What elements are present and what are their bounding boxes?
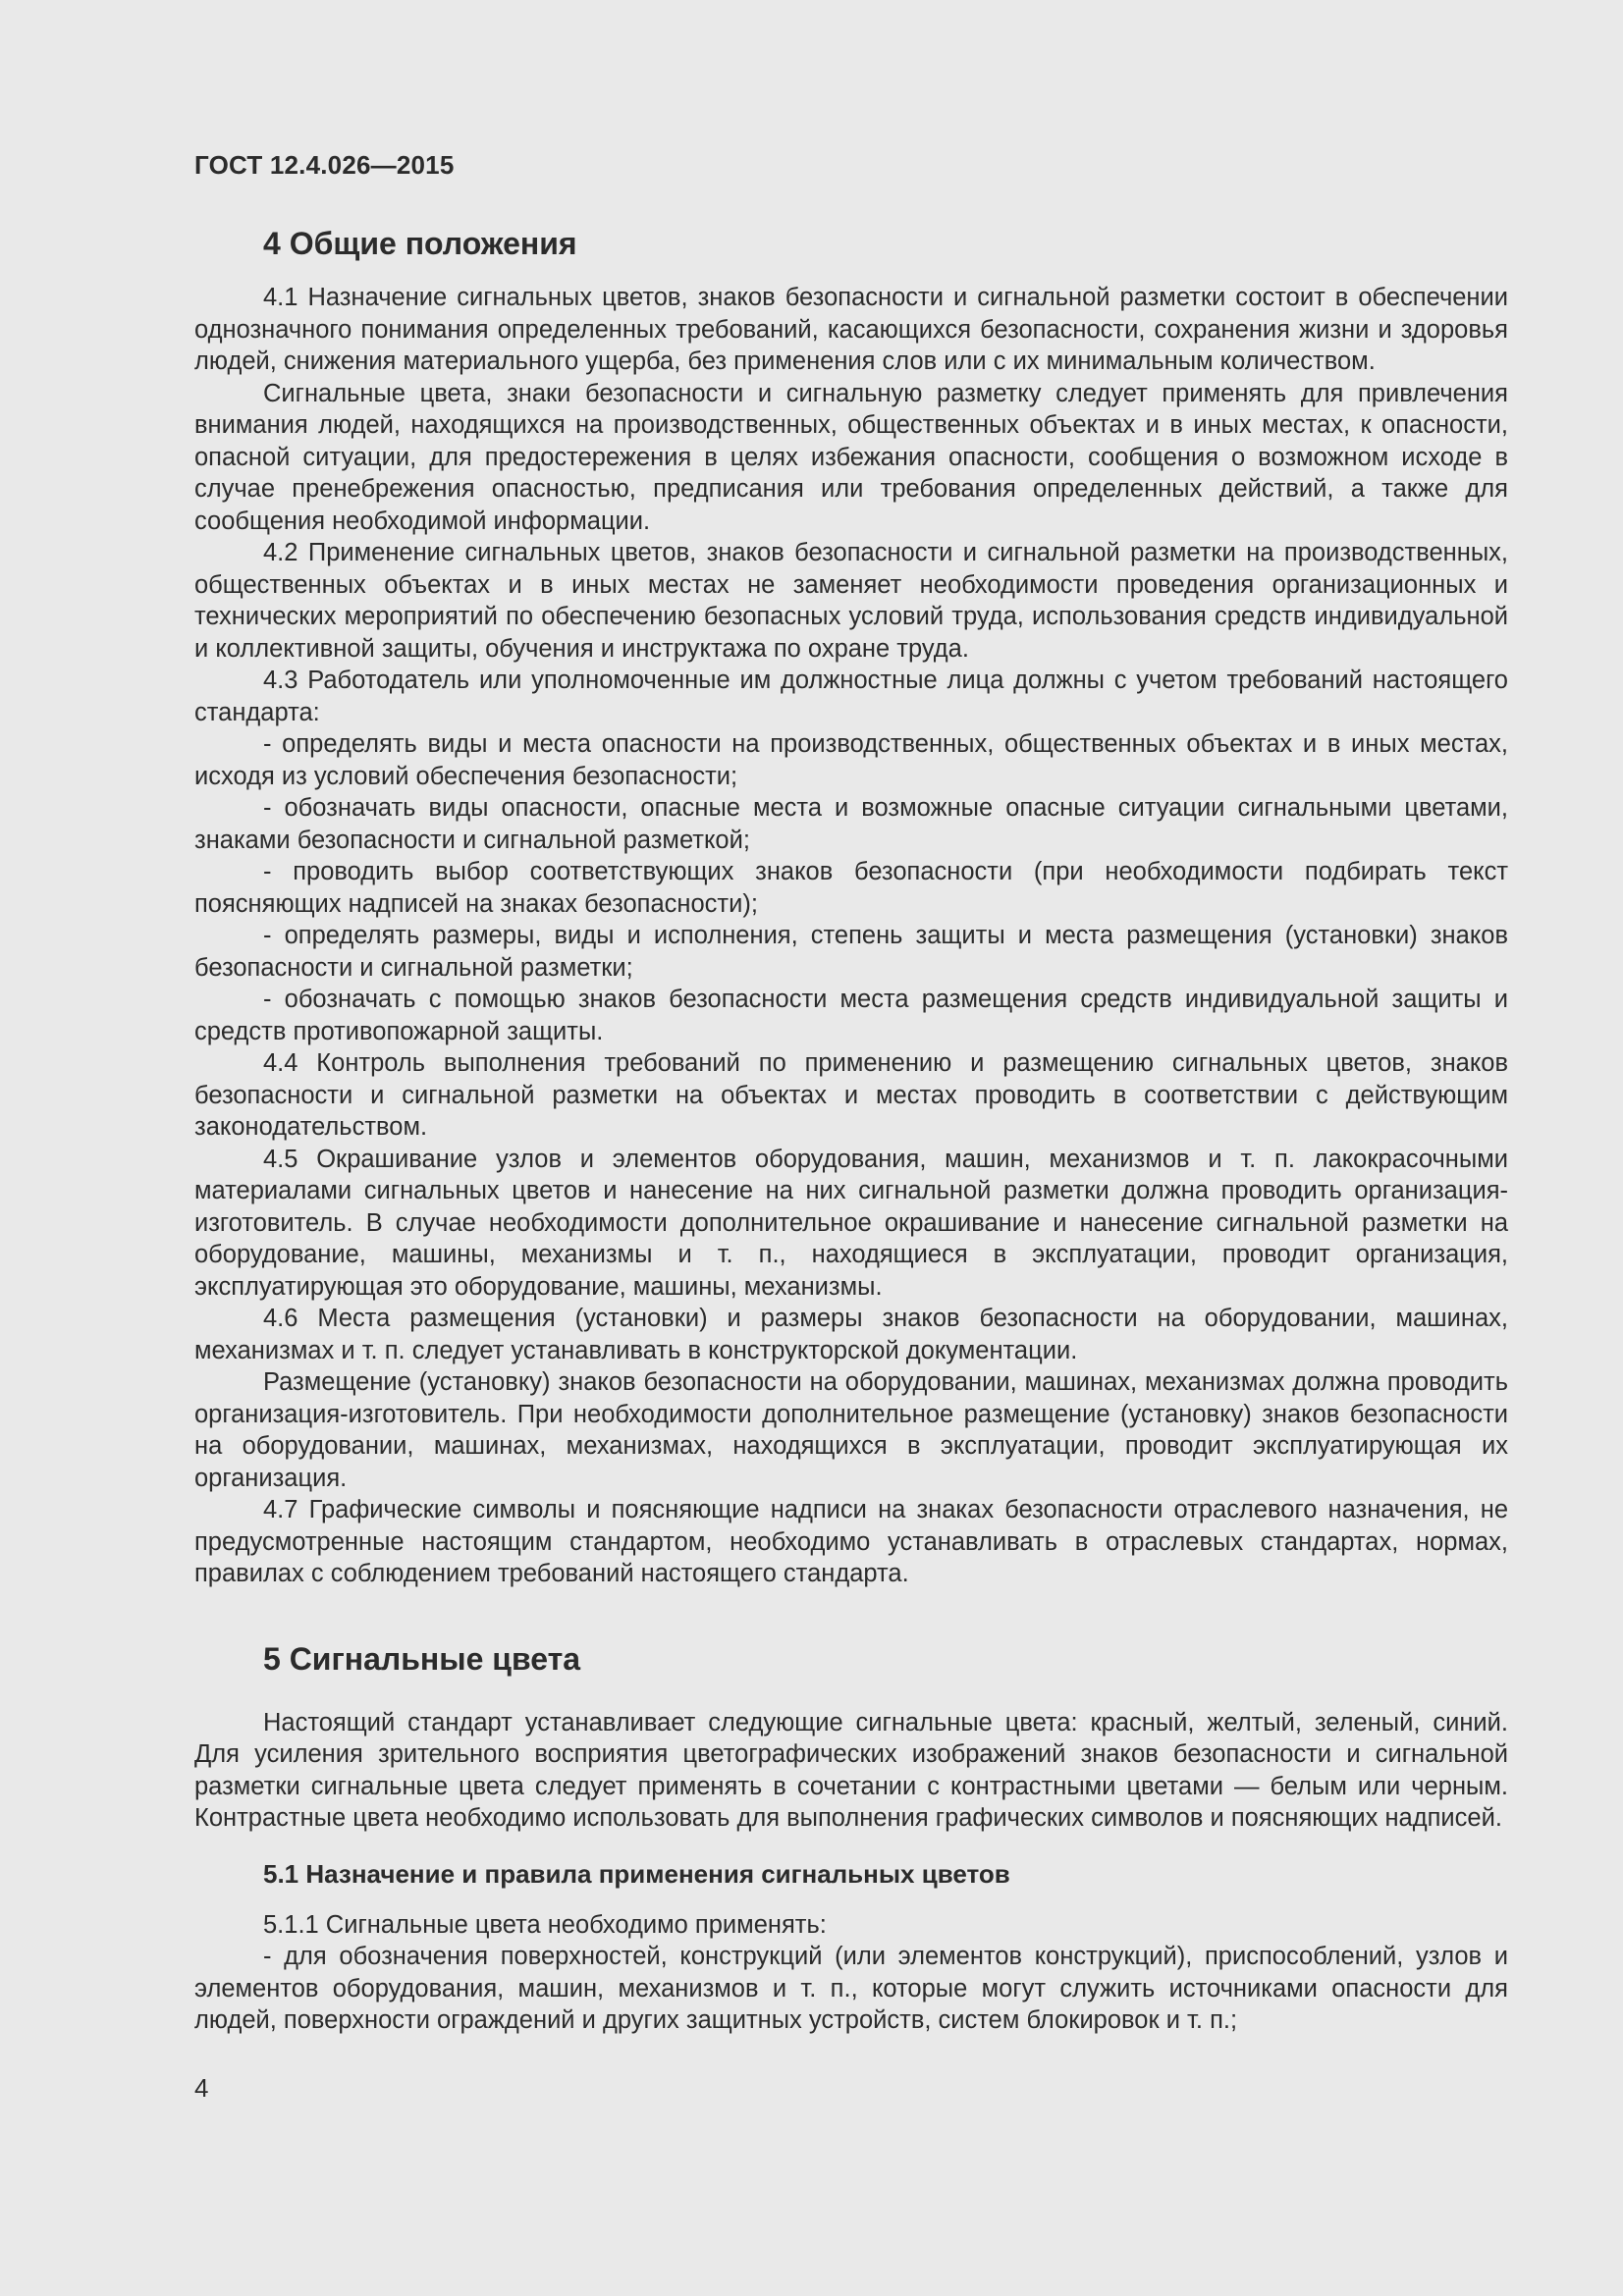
paragraph-4-4: 4.4 Контроль выполнения требований по применению и размещению сигнальных цветов, знаков безопасности и сигнальной разметки на объектах и местах проводить в соответствии с действующим законодательством. <box>194 1049 1508 1141</box>
paragraph-4-6: 4.6 Места размещения (установки) и размеры знаков безопасности на оборудовании, машинах, механизмах и т. п. следует устанавливать в конструкторской документации. <box>194 1305 1508 1364</box>
list-item: - проводить выбор соответствующих знаков безопасности (при необходимости подбирать текст поясняющих надписей на знаках безопасности); <box>194 858 1508 918</box>
list-item: - определять виды и места опасности на производственных, общественных объектах и в иных местах, исходя из условий обеспечения безопасности; <box>194 730 1508 790</box>
list-item: - определять размеры, виды и исполнения, степень защиты и места размещения (установки) знаков безопасности и сигнальной разметки; <box>194 922 1508 982</box>
list-item: - обозначать виды опасности, опасные места и возможные опасные ситуации сигнальными цветами, знаками безопасности и сигнальной разметкой; <box>194 794 1508 854</box>
paragraph-4-1: 4.1 Назначение сигнальных цветов, знаков безопасности и сигнальной разметки состоит в обеспечении однозначного понимания определенных требований, касающихся безопасности, сохранения жизни и здоровья людей, снижения материального ущерба, без применения слов или с их минимальным количеством. <box>194 284 1508 375</box>
paragraph-4-2: 4.2 Применение сигнальных цветов, знаков безопасности и сигнальной разметки на производственных, общественных объектах и в иных местах не заменяет необходимости проведения организационных и технических мероприятий по обеспечению безопасных условий труда, использования средств индивидуальной и коллективной защиты, обучения и инструктажа по охране труда. <box>194 539 1508 663</box>
paragraph-4-3: 4.3 Работодатель или уполномоченные им должностные лица должны с учетом требований настоящего стандарта: <box>194 667 1508 726</box>
list-item: - обозначать с помощью знаков безопасности места размещения средств индивидуальной защиты и средств противопожарной защиты. <box>194 986 1508 1045</box>
section-4-title: 4 Общие положения <box>263 226 577 261</box>
paragraph-4-1-cont: Сигнальные цвета, знаки безопасности и сигнальную разметку следует применять для привлечения внимания людей, находящихся на производственных, общественных объектах и в иных местах, к опасности, опасной ситуации, для предостережения в целях избежания опасности, сообщения о возможном исходе в случае пренебрежения опасностью, предписания или требования определенных действий, а также для сообщения необходимой информации. <box>194 379 1508 535</box>
section-5-intro: Настоящий стандарт устанавливает следующие сигнальные цвета: красный, желтый, зеленый, синий. Для усиления зрительного восприятия цветографических изображений знаков безопасности и сигнальной разметки сигнальные цвета следует применять в сочетании с контрастными цветами — белым или черным. Контрастные цвета необходимо использовать для выполнения графических символов и поясняющих надписей. <box>194 1708 1508 1832</box>
page-number: 4 <box>194 2073 209 2103</box>
paragraph-5-1-1: 5.1.1 Сигнальные цвета необходимо применять: <box>263 1910 827 1939</box>
document-body <box>194 219 1508 2037</box>
list-item: - для обозначения поверхностей, конструкций (или элементов конструкций), приспособлений, узлов и элементов оборудования, машин, механизмов и т. п., которые могут служить источниками опасности для людей, поверхности ограждений и других защитных устройств, систем блокировок и т. п.; <box>194 1943 1508 2034</box>
paragraph-4-7: 4.7 Графические символы и поясняющие надписи на знаках безопасности отраслевого назначения, не предусмотренные настоящим стандартом, необходимо устанавливать в отраслевых стандартах, нормах, правилах с соблюдением требований настоящего стандарта. <box>194 1496 1508 1587</box>
document-header: ГОСТ 12.4.026—2015 <box>194 150 455 180</box>
paragraph-4-5: 4.5 Окрашивание узлов и элементов оборудования, машин, механизмов и т. п. лакокрасочными материалами сигнальных цветов и нанесение на них сигнальной разметки должна проводить организация-изготовитель. В случае необходимости дополнительное окрашивание и нанесение сигнальной разметки на оборудование, машины, механизмы и т. п., находящиеся в эксплуатации, проводит организация, эксплуатирующая это оборудование, машины, механизмы. <box>194 1145 1508 1301</box>
subsection-5-1-title: 5.1 Назначение и правила применения сигнальных цветов <box>263 1858 1010 1889</box>
paragraph-4-6-cont: Размещение (установку) знаков безопасности на оборудовании, машинах, механизмах должна проводить организация-изготовитель. При необходимости дополнительное размещение (установку) знаков безопасности на оборудовании, машинах, механизмах, находящихся в эксплуатации, проводит эксплуатирующая их организация. <box>194 1368 1508 1492</box>
section-5-title: 5 Сигнальные цвета <box>263 1640 581 1677</box>
